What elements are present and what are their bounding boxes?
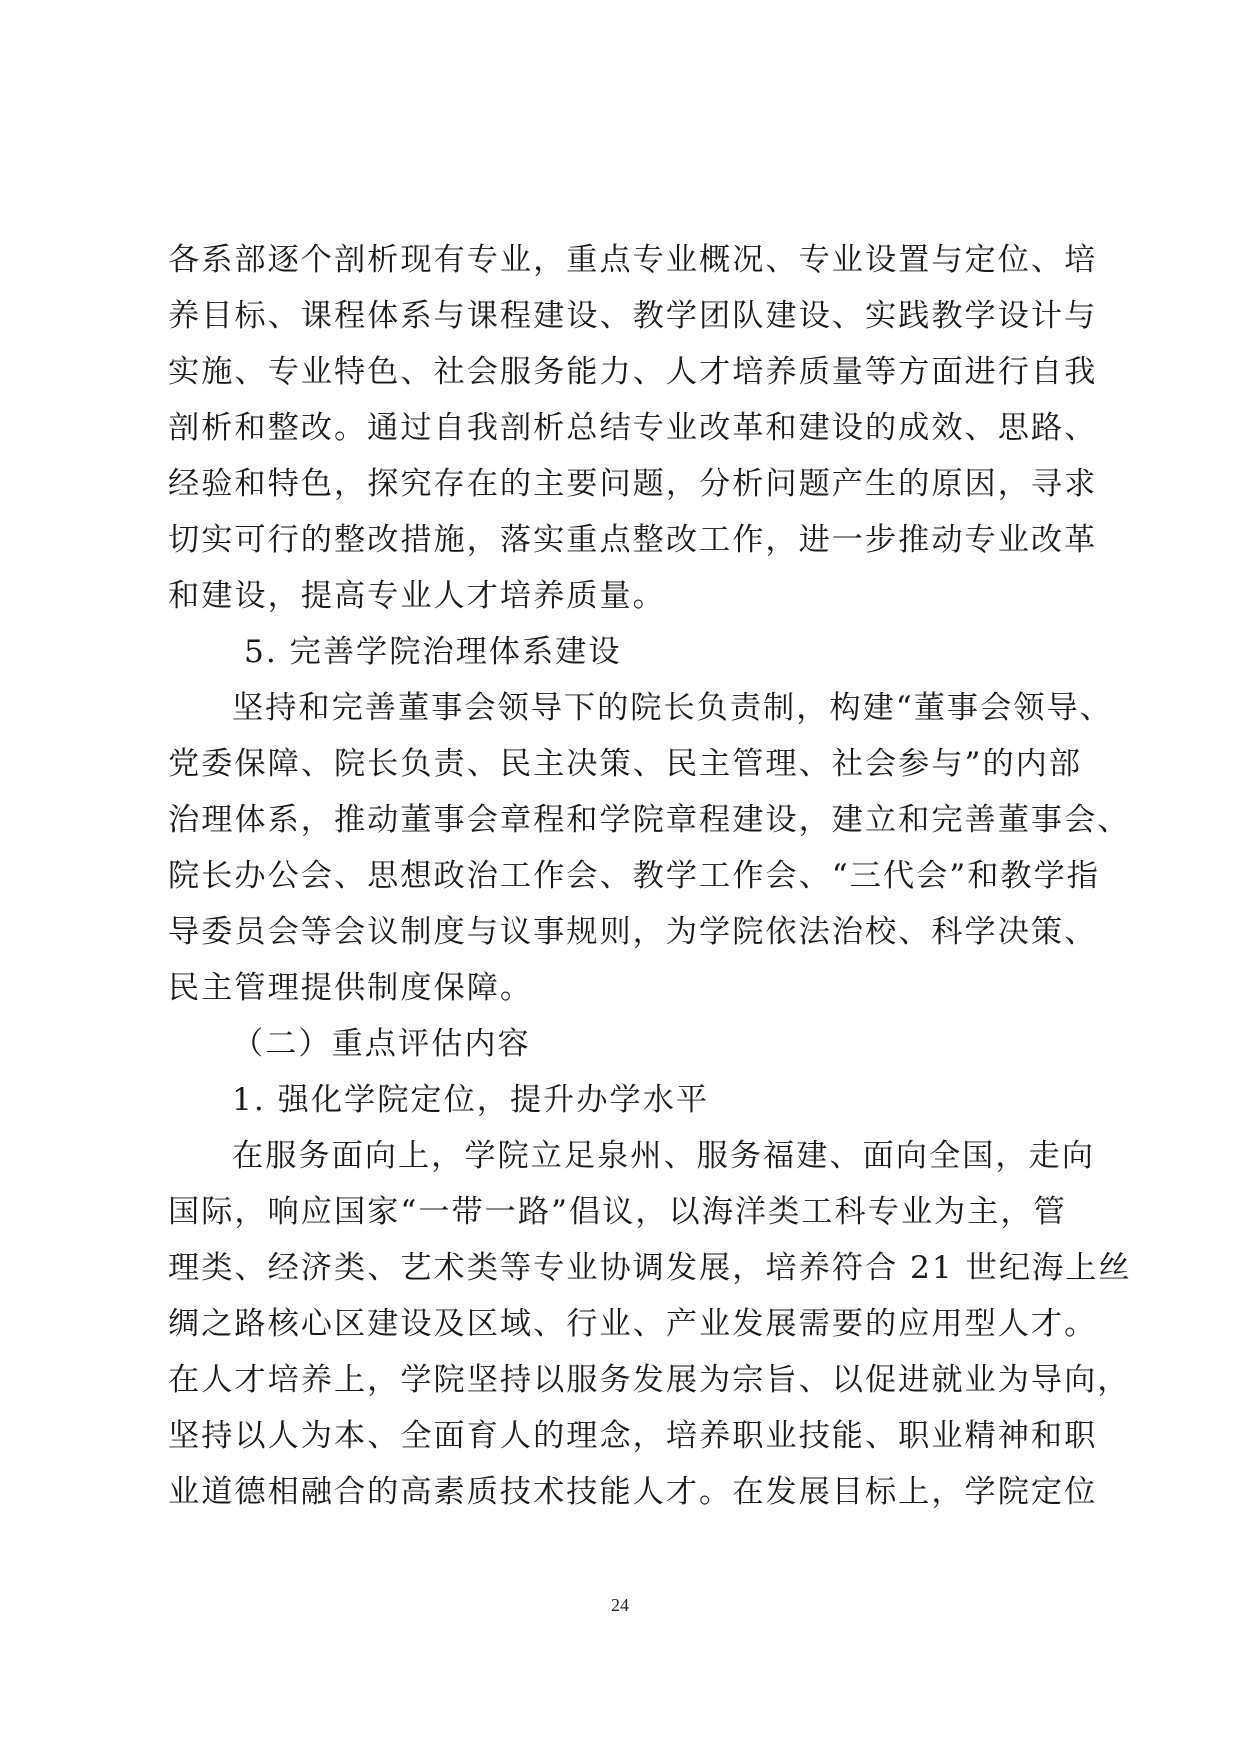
- text-line: 民主管理提供制度保障。: [168, 970, 534, 1006]
- page-number: 24: [611, 1595, 629, 1615]
- text-line: 剖析和整改。通过自我剖析总结专业改革和建设的成效、思路、: [168, 410, 1098, 446]
- text-line: 经验和特色，探究存在的主要问题，分析问题产生的原因，寻求: [168, 466, 1098, 502]
- text-line: 在服务面向上，学院立足泉州、服务福建、面向全国，走向: [232, 1138, 1095, 1174]
- text-line: 切实可行的整改措施，落实重点整改工作，进一步推动专业改革: [168, 522, 1098, 558]
- text-line: 实施、专业特色、社会服务能力、人才培养质量等方面进行自我: [168, 354, 1098, 390]
- text-line: 各系部逐个剖析现有专业，重点专业概况、专业设置与定位、培: [168, 242, 1098, 278]
- text-line: 养目标、课程体系与课程建设、教学团队建设、实践教学设计与: [168, 298, 1098, 334]
- heading-key-evaluation-content: （二）重点评估内容: [232, 1026, 531, 1062]
- text-line: 党委保障、院长负责、民主决策、民主管理、社会参与”的内部: [168, 746, 1083, 782]
- text-line: 理类、经济类、艺术类等专业协调发展，培养符合 21 世纪海上丝: [168, 1250, 1132, 1286]
- heading-strengthen-positioning: 1. 强化学院定位，提升办学水平: [232, 1082, 710, 1118]
- heading-governance-system: 5. 完善学院治理体系建设: [244, 634, 622, 670]
- text-line: 国际，响应国家“一带一路”倡议，以海洋类工科专业为主，管: [168, 1194, 1067, 1230]
- text-line: 导委员会等会议制度与议事规则，为学院依法治校、科学决策、: [168, 914, 1098, 950]
- text-line: 和建设，提高专业人才培养质量。: [168, 578, 666, 614]
- text-line: 业道德相融合的高素质技术技能人才。在发展目标上，学院定位: [168, 1474, 1098, 1510]
- text-line: 坚持和完善董事会领导下的院长负责制，构建“董事会领导、: [232, 690, 1113, 726]
- text-line: 治理体系，推动董事会章程和学院章程建设，建立和完善董事会、: [168, 802, 1131, 838]
- text-line: 院长办公会、思想政治工作会、教学工作会、“三代会”和教学指: [168, 858, 1100, 894]
- text-line: 坚持以人为本、全面育人的理念，培养职业技能、职业精神和职: [168, 1418, 1098, 1454]
- text-line: 在人才培养上，学院坚持以服务发展为宗旨、以促进就业为导向，: [168, 1362, 1131, 1398]
- document-body: [168, 232, 1132, 1520]
- paragraph-positioning: [168, 1128, 1132, 1520]
- paragraph-specialty-analysis: [168, 232, 1098, 624]
- paragraph-governance: [168, 680, 1131, 1016]
- text-line: 绸之路核心区建设及区域、行业、产业发展需要的应用型人才。: [168, 1306, 1098, 1342]
